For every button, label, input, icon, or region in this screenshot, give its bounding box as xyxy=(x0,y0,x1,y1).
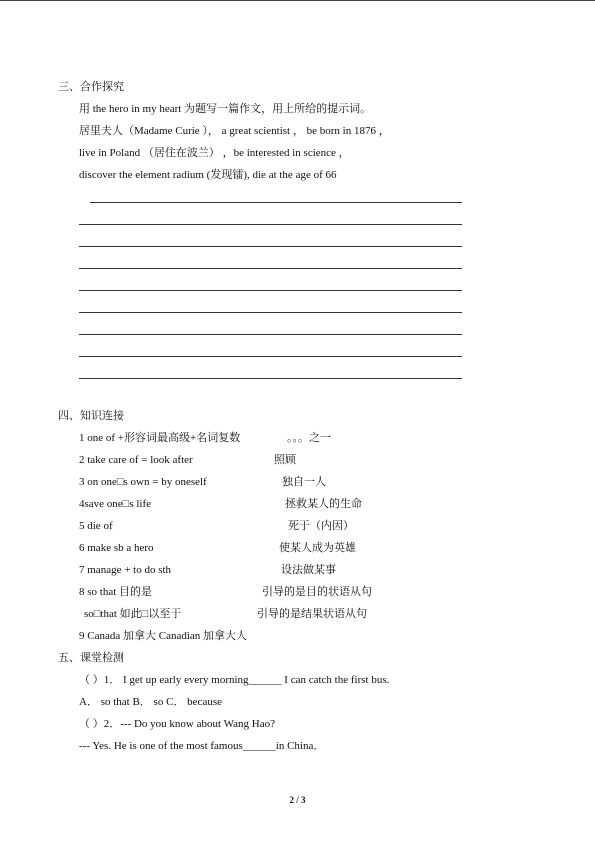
section5-heading: 五、课堂检测 xyxy=(58,652,124,664)
section4-heading: 四、知识连接 xyxy=(58,410,124,422)
knowledge-item-1-meaning: 。。。之一 xyxy=(287,432,331,444)
knowledge-item-1-phrase: 1 one of +形容词最高级+名词复数 xyxy=(79,432,241,444)
knowledge-item-7-meaning: 设法做某事 xyxy=(281,564,336,576)
knowledge-item-3-meaning: 独自一人 xyxy=(282,476,326,488)
writing-line xyxy=(79,246,462,247)
writing-line xyxy=(79,334,462,335)
knowledge-item-3-phrase: 3 on one□s own = by oneself xyxy=(79,476,207,488)
section3-instruction: 用 the hero in my heart 为题写一篇作文，用上所给的提示词。 xyxy=(79,103,372,115)
writing-line xyxy=(79,312,462,313)
knowledge-item-5-phrase: 5 die of xyxy=(79,520,113,532)
knowledge-item-4-meaning: 拯救某人的生命 xyxy=(285,498,362,510)
knowledge-item-7-phrase: 7 manage + to do sth xyxy=(79,564,172,576)
knowledge-item-4-phrase: 4save one□s life xyxy=(79,498,152,510)
question-1-options: A． so that B． so C． because xyxy=(79,696,222,708)
section3-hint-line-1: 居里夫人（Madame Curie ）， a great scientist ， be born in 1876 ， xyxy=(79,125,390,137)
writing-line xyxy=(79,224,462,225)
knowledge-item-9: 9 Canada 加拿大 Canadian 加拿大人 xyxy=(79,630,248,642)
writing-line xyxy=(79,268,462,269)
knowledge-item-8-meaning: 引导的是目的状语从句 xyxy=(262,586,372,598)
section3-hint-line-3: discover the element radium (发现镭), die at the age of 66 xyxy=(79,169,337,181)
knowledge-item-2-phrase: 2 take care of = look after xyxy=(79,454,193,466)
writing-line xyxy=(90,202,462,203)
knowledge-item-8-phrase: 8 so that 目的是 xyxy=(79,586,153,598)
knowledge-item-2-meaning: 照顾 xyxy=(274,454,296,466)
question-2-answer-line: --- Yes. He is one of the most famous______in China． xyxy=(79,740,325,752)
page-number: 2 / 3 xyxy=(289,795,306,805)
question-1: （ ）1． I get up early every morning______ I can catch the first bus. xyxy=(79,674,390,686)
knowledge-item-6-phrase: 6 make sb a hero xyxy=(79,542,154,554)
section3-hint-line-2: live in Poland （居住在波兰） ，be interested in science ， xyxy=(79,147,350,159)
knowledge-item-8b-phrase: so□that 如此□以至于 xyxy=(84,608,182,620)
page-top-border xyxy=(0,0,595,1)
writing-line xyxy=(79,356,462,357)
knowledge-item-8b-meaning: 引导的是结果状语从句 xyxy=(257,608,367,620)
writing-line xyxy=(79,290,462,291)
knowledge-item-5-meaning: 死于（内因） xyxy=(288,520,354,532)
question-2: （ ）2．--- Do you know about Wang Hao? xyxy=(79,718,275,730)
writing-line xyxy=(79,378,462,379)
section3-heading: 三、合作探究 xyxy=(58,81,124,93)
knowledge-item-6-meaning: 使某人成为英雄 xyxy=(279,542,356,554)
